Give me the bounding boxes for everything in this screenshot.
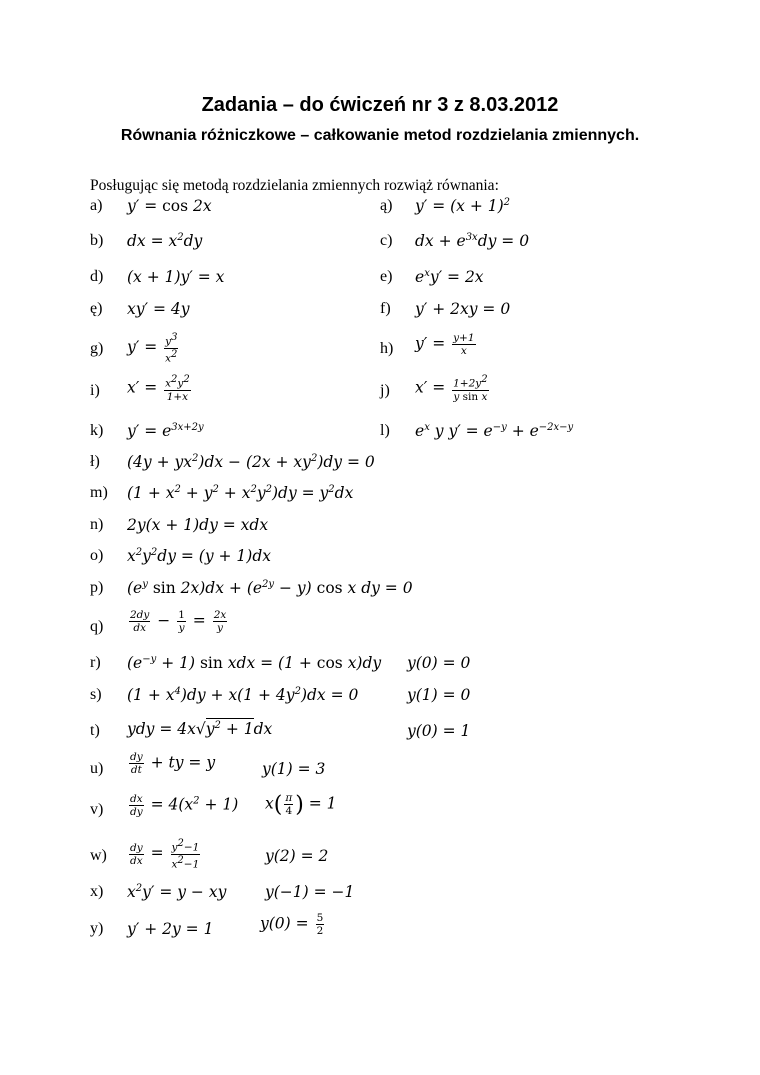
equation-d: (x + 1)y′ = x xyxy=(127,268,225,286)
label-b: b) xyxy=(90,232,104,249)
label-m: m) xyxy=(90,484,108,501)
label-y: y) xyxy=(90,920,104,937)
equation-c: dx + $e^{3x}dy = 0$ xyxy=(415,232,530,251)
label-a-ogonek: ą) xyxy=(380,197,393,214)
label-a: a) xyxy=(90,197,103,214)
equation-x: $x^2y' = y$ − xy xyxy=(127,883,227,902)
condition-y: y(0) = $\frac{5}{2}$ xyxy=(260,912,324,938)
condition-s: y(1) = 0 xyxy=(407,686,471,704)
equation-k: $y' = e^{3x+2y}$ xyxy=(127,422,204,441)
equation-l: $e^x$ y $y' = e^{-y} + e^{-2x-y}$ xyxy=(415,422,574,441)
label-q: q) xyxy=(90,618,104,635)
label-h: h) xyxy=(380,340,394,357)
condition-v: x( $\frac{\pi}{4}$ ) = 1 xyxy=(265,792,337,818)
condition-u: y(1) = 3 xyxy=(262,760,326,778)
equation-b: dx = $x^2dy$ xyxy=(127,232,203,251)
instructions: Posługując się metodą rozdzielania zmiennych rozwiąż równania: xyxy=(90,177,499,194)
label-g: g) xyxy=(90,340,104,357)
equation-y: y′ + 2y = 1 xyxy=(127,920,214,938)
equation-f: y′ + 2xy = 0 xyxy=(415,300,511,318)
equation-n: 2y(x + 1)dy = xdx xyxy=(127,516,269,534)
label-s: s) xyxy=(90,686,102,703)
page-title: Zadania – do ćwiczeń nr 3 z 8.03.2012 xyxy=(201,94,559,116)
label-e: e) xyxy=(380,268,393,285)
label-n: n) xyxy=(90,516,104,533)
label-o: o) xyxy=(90,547,104,564)
condition-w: y(2) = 2 xyxy=(265,847,329,865)
equation-r: $(e^{-y} + 1)$ sin xdx = (1 + cos x)dy xyxy=(127,654,382,673)
page-subtitle: Równania różniczkowe – całkowanie metod rozdzielania zmiennych. xyxy=(120,127,640,144)
equation-m: $(1 + x^2 + y^2 + x^2y^2)dy = y^2dx$ xyxy=(127,484,354,503)
label-w: w) xyxy=(90,847,107,864)
equation-w: $\frac{dy}{dx}$ = $\frac{y^2-1}{x^2-1}$ xyxy=(130,838,200,871)
label-j: j) xyxy=(380,382,390,399)
label-l-stroke: ł) xyxy=(90,453,100,470)
equation-g: y′ = $\frac{y^3}{x^2}$ xyxy=(127,332,178,365)
equation-s: $(1 + x^4)dy + x(1 + 4y^2)dx = 0$ xyxy=(127,686,359,705)
equation-e-ogonek: xy′ = 4y xyxy=(127,300,190,318)
condition-t: y(0) = 1 xyxy=(407,722,471,740)
label-u: u) xyxy=(90,760,104,777)
equation-a-ogonek: $y' = (x + 1)^2$ xyxy=(415,197,511,216)
label-i: i) xyxy=(90,382,100,399)
equation-p: ($e^y$ $\sin 2x)dx + (e^{2y} - y)$ cos x dy = 0 xyxy=(127,579,413,598)
equation-t: ydy = $4x√y^2 + 1dx$ xyxy=(127,720,273,739)
label-l: l) xyxy=(380,422,390,439)
equation-h: y′ = $\frac{y+1}{x}$ xyxy=(415,332,475,358)
label-t: t) xyxy=(90,722,100,739)
label-k: k) xyxy=(90,422,104,439)
condition-r: y(0) = 0 xyxy=(407,654,471,672)
label-r: r) xyxy=(90,654,101,671)
equation-j: x′ = $\frac{1+2y^2}{\text{y sin x}}$ xyxy=(415,374,488,403)
label-v: v) xyxy=(90,801,104,818)
label-x: x) xyxy=(90,883,104,900)
equation-l-stroke: $(4y + yx^2)dx - (2x + xy^2)dy = 0$ xyxy=(127,453,375,472)
label-c: c) xyxy=(380,232,393,249)
equation-o: $x^2y^2dy = (y + 1)dx$ xyxy=(127,547,272,566)
label-d: d) xyxy=(90,268,104,285)
equation-u: $\frac{dy}{dt}$ + ty = y xyxy=(130,751,216,777)
label-f: f) xyxy=(380,300,391,317)
equation-a: y′ = cos 2x xyxy=(127,197,212,215)
condition-x: y(−1) = −1 xyxy=(265,883,355,901)
equation-i: x′ = $\frac{x^2y^2}{1+x}$ xyxy=(127,374,190,403)
label-p: p) xyxy=(90,579,104,596)
equation-e: $e^xy' = 2x$ xyxy=(415,268,484,287)
equation-v: $\frac{dx}{dy}$ = $4(x^2 + 1)$ xyxy=(130,793,239,819)
label-e-ogonek: ę) xyxy=(90,300,103,317)
equation-q: $\frac{2dy}{dx}$ − $\frac{1}{y}$ = $\frac{2x}{y}$ xyxy=(130,609,227,635)
